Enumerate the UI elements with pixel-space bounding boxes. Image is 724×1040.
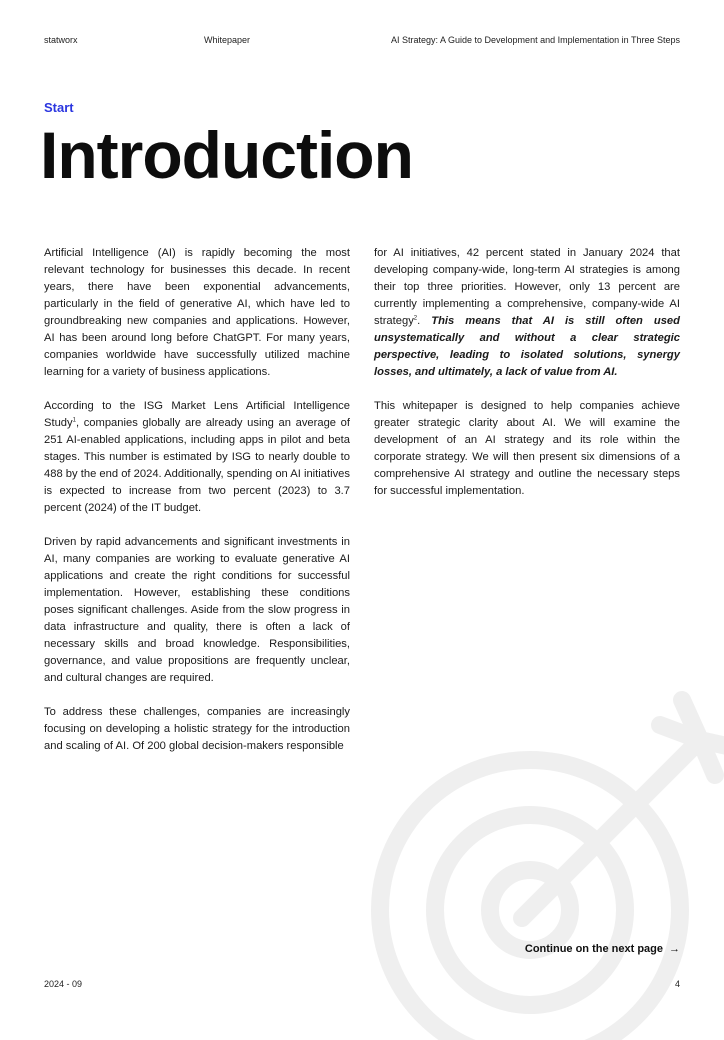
- paragraph: This whitepaper is designed to help companies achieve greater strategic clarity about AI. We will examine the development of an AI strategy and its role within the corporate strategy. We will then present six dimensions of a comprehensive AI strategy and outline the necessary steps for successful implementation.: [374, 400, 680, 497]
- header-doc-title: AI Strategy: A Guide to Development and Implementation in Three Steps: [390, 35, 680, 45]
- footer-date: 2024 - 09: [44, 979, 83, 989]
- paragraph: To address these challenges, companies are increasingly focusing on developing a holistic strategy for the introduction and scaling of AI. Of 200 global decision-makers responsible: [44, 706, 350, 752]
- paragraph-text: According to the ISG Market Lens Artificial Intelligence Study: [44, 400, 350, 429]
- paragraph: Artificial Intelligence (AI) is rapidly becoming the most relevant technology for businesses this decade. In recent years, there have been exponential advancements, particularly in the field of generative AI, which have led to groundbreaking new companies and applications. However, AI has been around long before ChatGPT. For many years, companies worldwide have successfully utilized machine learning for a variety of business applications.: [44, 247, 350, 378]
- paragraph: Driven by rapid advancements and significant investments in AI, many companies are working to evaluate generative AI applications and create the right conditions for successful implementation. However, establishing these conditions poses significant challenges. Aside from the slow progress in data infrastructure and quality, there is often a lack of necessary skills and broad knowledge. Responsibilities, governance, and value propositions are frequently unclear, and cultural changes are required.: [44, 536, 350, 684]
- continue-next-page-link[interactable]: [525, 943, 680, 955]
- paragraph-text: .: [417, 315, 432, 327]
- paragraph-text: for AI initiatives, 42 percent stated in January 2024 that developing company-wide, long-term AI strategies is among their top three priorities. However, only 13 percent are currently implementing a comprehensive, company-wide AI strategy: [374, 247, 680, 327]
- arrow-right-icon: →: [669, 943, 680, 955]
- text-column-left: [44, 245, 350, 772]
- paragraph: [44, 398, 350, 517]
- text-column-right: [374, 245, 680, 517]
- paragraph: [374, 245, 680, 381]
- page-header: [44, 35, 680, 49]
- page-title: Introduction: [40, 118, 413, 192]
- paragraph-text: , companies globally are already using an average of 251 AI-enabled applications, including apps in pilot and beta stages. This number is estimated by ISG to nearly double to 488 by the end of 2024. Additionally, spending on AI initiatives is expected to increase from two percent (2023) to 3.7 percent (2024) of the IT budget.: [44, 417, 350, 514]
- page-number: 4: [674, 979, 680, 989]
- continue-label: Continue on the next page: [524, 943, 663, 955]
- header-doc-type: Whitepaper: [204, 35, 251, 45]
- footnote-ref[interactable]: 1: [72, 417, 76, 424]
- emphasis-text: This means that AI is still often used unsystematically and without a clear strategic perspective, leading to isolated solutions, synergy losses, and ultimately, a lack of value from AI.: [374, 315, 680, 378]
- target-arrow-icon: [370, 680, 724, 1040]
- header-brand: statworx: [44, 35, 78, 45]
- footnote-ref[interactable]: 2: [413, 315, 418, 322]
- section-label: Start: [44, 100, 74, 115]
